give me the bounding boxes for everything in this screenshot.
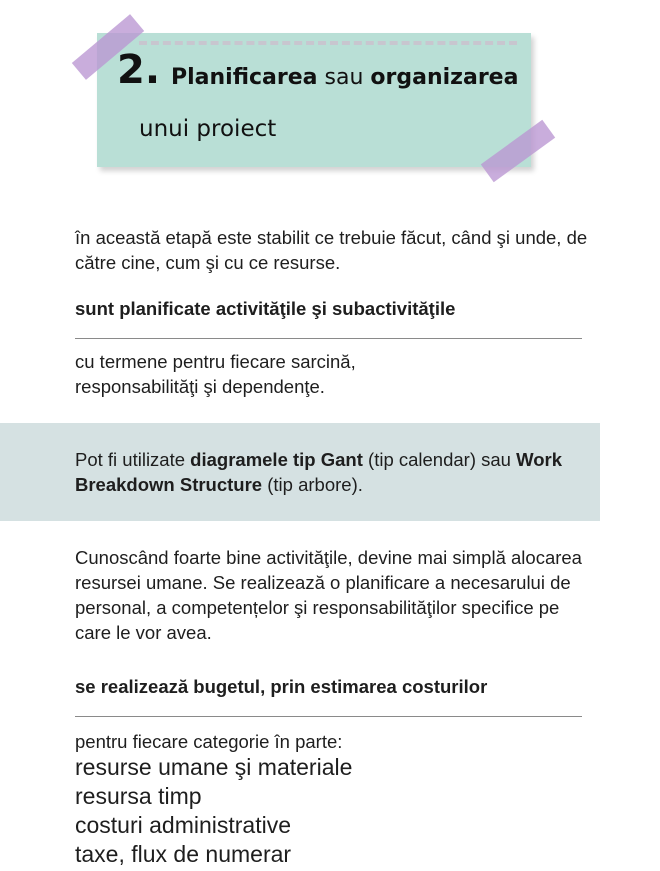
activities-heading: sunt planificate activităţile şi subactivităţile — [75, 298, 456, 319]
list-item: resurse umane şi materiale — [75, 754, 353, 780]
section-subtitle: unui proiect — [139, 116, 277, 142]
title-card — [97, 33, 531, 167]
highlight-wbs: Work Breakdown Structure — [75, 449, 563, 495]
highlight-part-3: (tip arbore). — [262, 474, 363, 495]
dashed-line-decoration — [139, 41, 517, 45]
section-number: 2. — [117, 47, 161, 93]
highlight-part-2: (tip calendar) sau — [362, 449, 517, 470]
section-title — [171, 65, 518, 90]
cost-category-list — [75, 753, 352, 869]
title-bold-planificarea: Planificarea — [171, 65, 318, 90]
list-item: costuri administrative — [75, 812, 292, 838]
divider — [75, 716, 582, 717]
highlight-part-1: Pot fi utilizate — [75, 449, 191, 470]
budget-text: pentru fiecare categorie în parte: — [75, 731, 343, 752]
title-connector: sau — [317, 65, 371, 90]
staffing-paragraph: Cunoscând foarte bine activităţile, devine mai simplă alocarea resursei umane. Se realizează o planificare a necesarului de personal, a competențelor şi responsabilităţilor specifice pe care le vor avea. — [75, 547, 582, 643]
intro-text: în această etapă este stabilit ce trebuie făcut, când şi unde, de către cine, cum şi cu ce resurse. — [75, 227, 588, 273]
list-item: taxe, flux de numerar — [75, 841, 292, 867]
divider — [75, 338, 582, 339]
list-item: resursa timp — [75, 783, 202, 809]
highlight-gant: diagramele tip Gant — [190, 449, 363, 470]
highlight-text — [75, 447, 585, 497]
activities-text: cu termene pentru fiecare sarcină, responsabilităţi şi dependenţe. — [75, 351, 356, 397]
title-bold-organizarea: organizarea — [370, 65, 519, 90]
budget-heading: se realizează bugetul, prin estimarea costurilor — [75, 676, 488, 697]
